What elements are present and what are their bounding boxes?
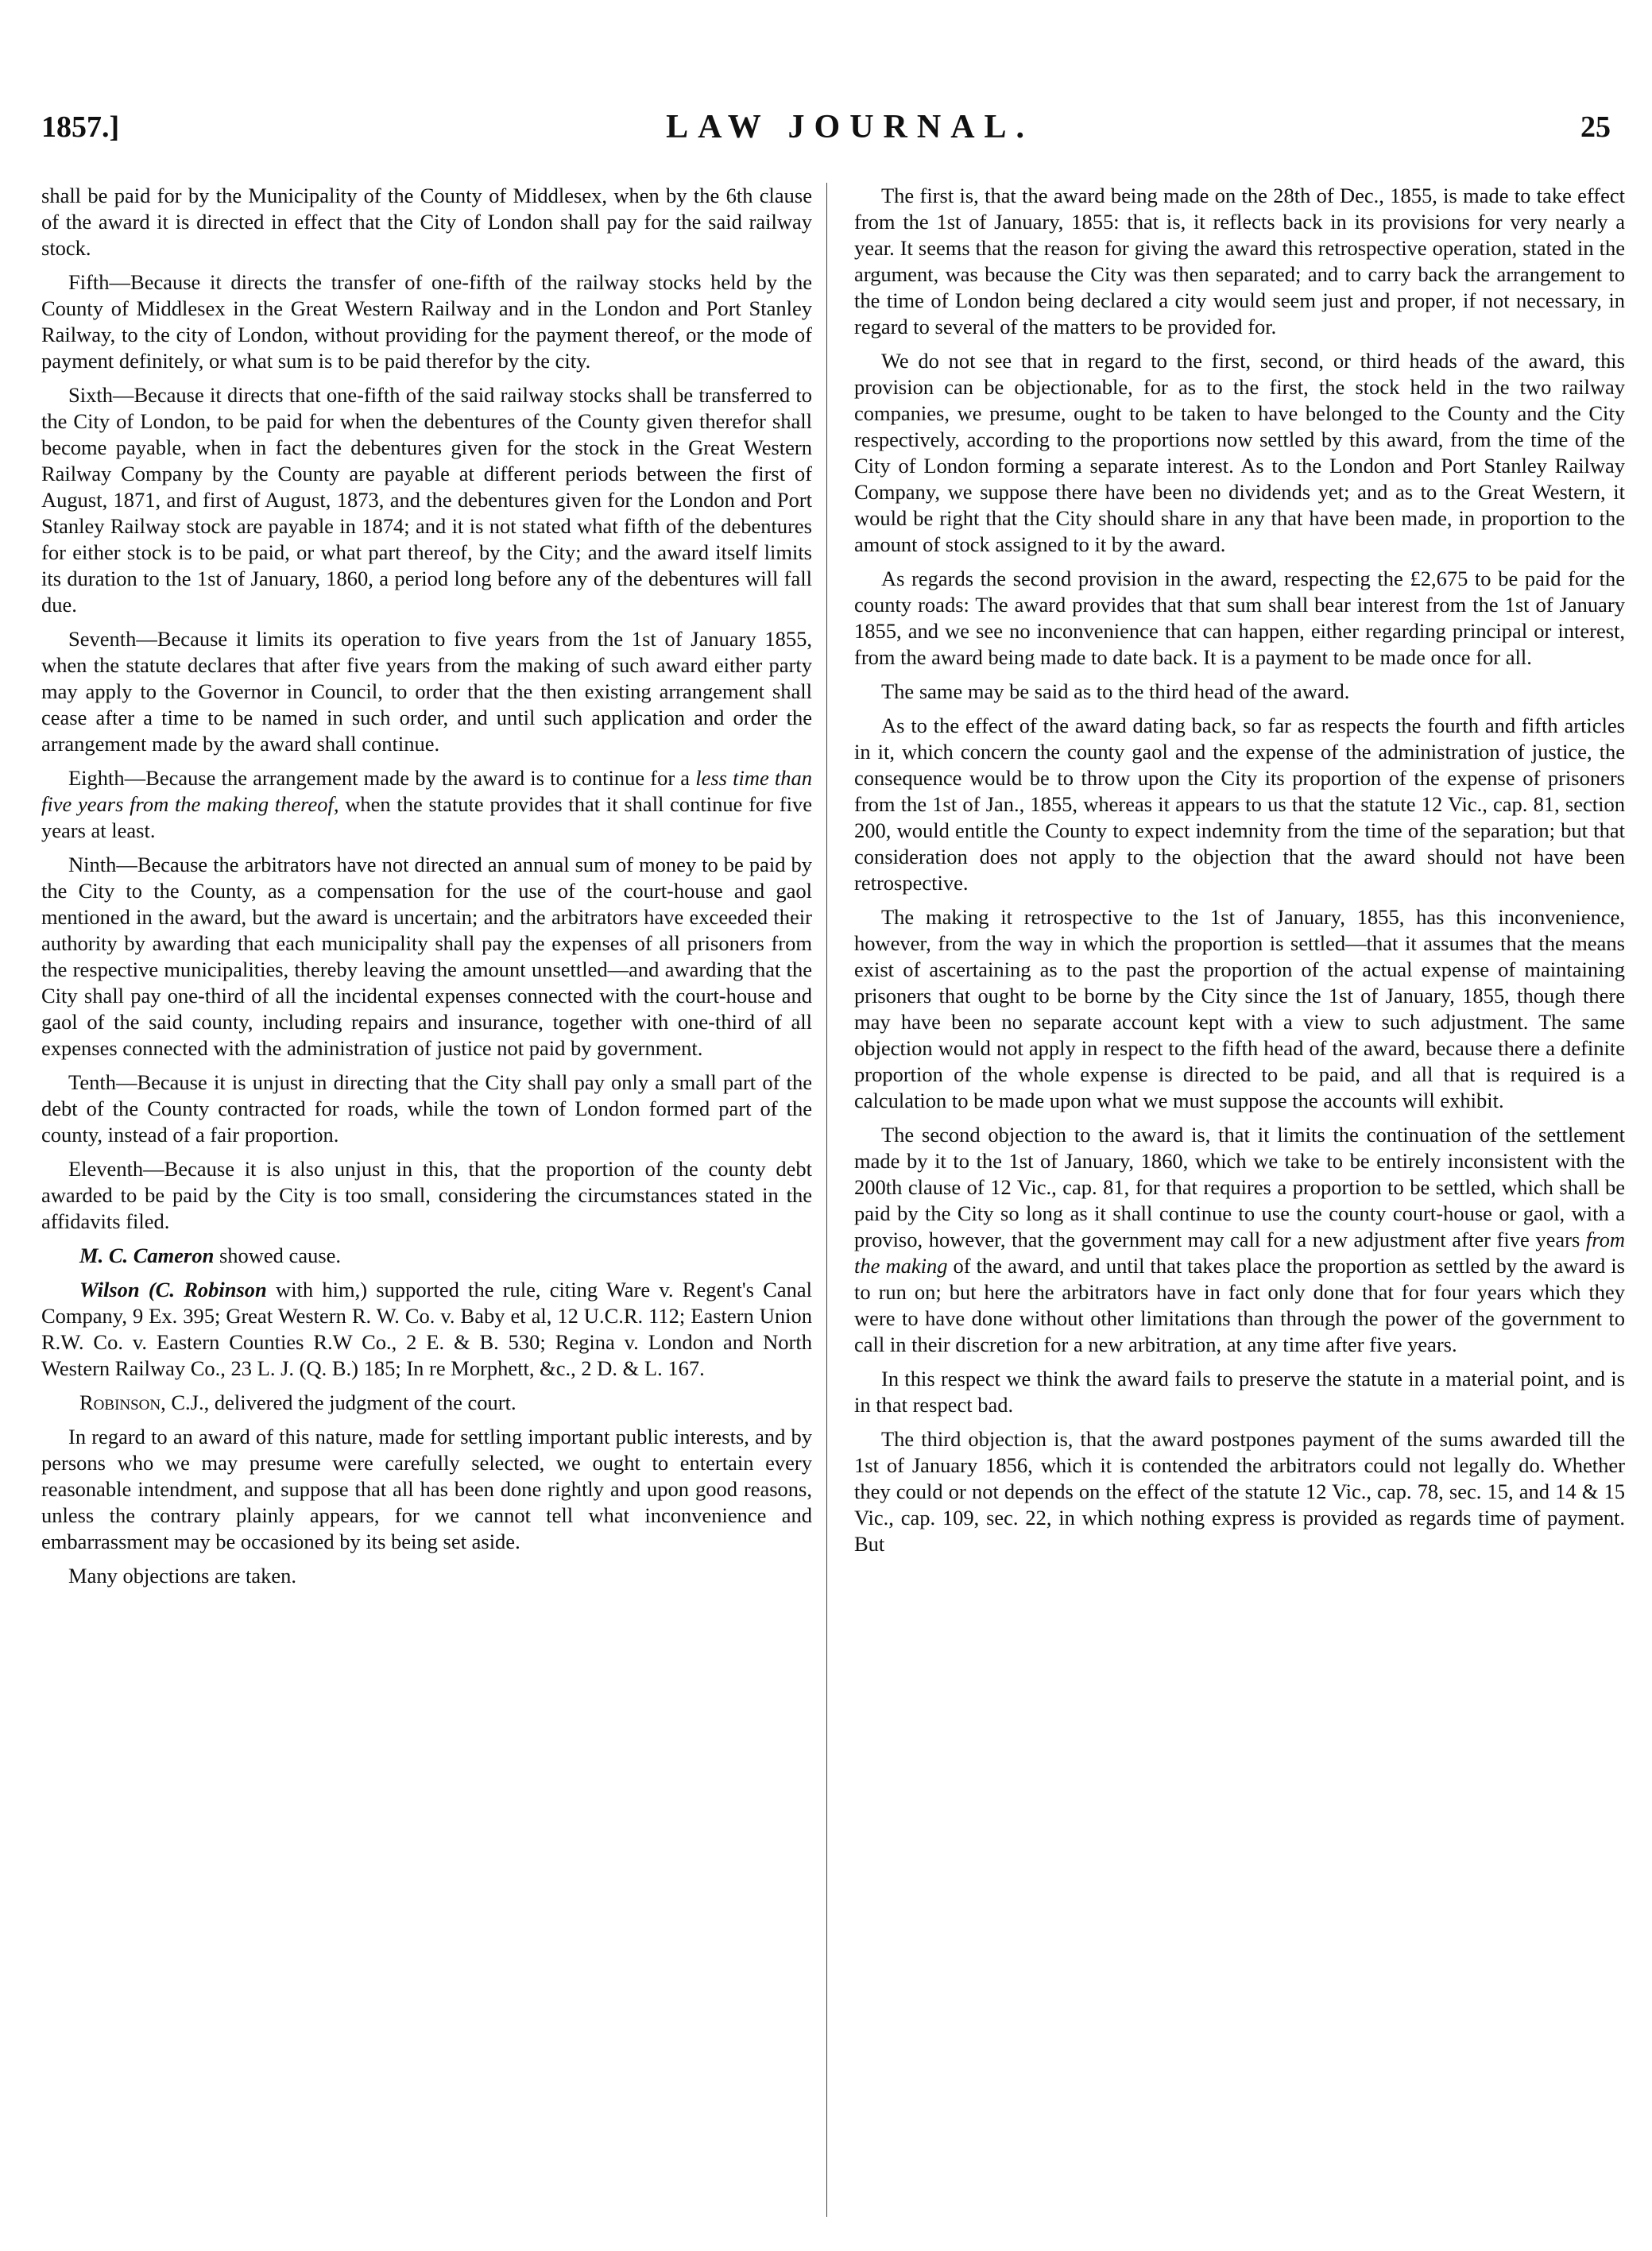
paragraph-third-objection: The third objection is, that the award postpones payment of the sums awarded till the 1st of January 1856, which it is contended the arbitrators could not legally do. Whether they could or not depends on the effect of the statute 12 Vic., cap. 78, sec. 15, and 14 & 15 Vic., cap. 109, sec. 22, in which nothing express is provided as regards time of payment. But <box>854 1427 1625 1556</box>
paragraph-many-objections: Many objections are taken. <box>68 1564 296 1588</box>
paragraph-same-may: The same may be said as to the third head of the award. <box>881 679 1350 703</box>
judge-name-robinson: Robinson, C.J., <box>79 1390 210 1414</box>
second-italic: from the making <box>854 1228 1625 1278</box>
paragraph-first-objection: The first is, that the award being made on the 28th of Dec., 1855, is made to take effect from the 1st of January, 1855: that is, it reflects back in its provisions for very nearly a year. It seems that the reason for giving the award this retrospective operation, stated in the argument, was because the City was then separated; and to carry back the arrangement to the time of London being declared a city would seem just and proper, if not necessary, in regard to several of the matters to be provided for. <box>854 184 1625 338</box>
paragraph-as-regards: As regards the second provision in the award, respecting the £2,675 to be paid for the county roads: The award provides that that sum shall bear interest from the 1st of January 1855, and we see no inconvenience that can happen, either regarding principal or interest, from the award being made to date back. It is a payment to be made once for all. <box>854 567 1625 669</box>
counsel-name-wilson: Wilson (C. Robinson <box>79 1278 267 1301</box>
page-number: 25 <box>1580 110 1611 144</box>
eighth-text-a: Eighth—Because the arrangement made by the award is to continue for a <box>68 766 696 790</box>
paragraph-in-this-respect: In this respect we think the award fails to preserve the statute in a material point, and is in that respect bad. <box>854 1367 1625 1417</box>
paragraph-continued: shall be paid for by the Municipality of the County of Middlesex, when by the 6th clause of the award it is directed in effect that the City of London shall pay for the said railway stock. <box>41 184 812 260</box>
wilson-text: with him,) supported the rule, citing Ware v. Regent's Canal Company, 9 Ex. 395; Great Western R. W. Co. v. Baby et al, 12 U.C.R. 112; Eastern Union R.W. Co. v. Eastern Counties R.W Co., 2 E. & B. 530; Regina v. London and North Western Railway Co., 23 L. J. (Q. B.) 185; In re Morphett, &c., 2 D. & L. 167. <box>41 1278 812 1380</box>
robinson-text: delivered the judgment of the court. <box>209 1390 516 1414</box>
counsel-name-cameron: M. C. Cameron <box>79 1243 215 1267</box>
paragraph-we-do-not: We do not see that in regard to the first, second, or third heads of the award, this provision can be objectionable, for as to the first, the stock held in the two railway companies, we presume, ought to be taken to have belonged to the County and the City respectively, according to the proportions now settled by this award, from the time of the City of London forming a separate interest. As to the London and Port Stanley Railway Company, we suppose there have been no dividends yet; and as to the Great Western, it would be right that the City should share in any that have been made, in proportion to the amount of stock assigned to it by the award. <box>854 349 1625 556</box>
paragraph-ninth: Ninth—Because the arbitrators have not directed an annual sum of money to be paid by the City to the County, as a compensation for the use of the court-house and gaol mentioned in the award, but the award is uncertain; and the arbitrators have exceeded their authority by awarding that each municipality shall pay the expenses of all prisoners from the respective municipalities, thereby leaving the amount unsettled—and awarding that the City shall pay one-third of all the incidental expenses connected with the court-house and gaol of the said county, including repairs and insurance, together with one-third of all expenses connected with the administration of justice not paid by government. <box>41 853 812 1060</box>
paragraph-eleventh: Eleventh—Because it is also unjust in this, that the proportion of the county debt awarded to be paid by the City is too small, considering the circumstances stated in the affidavits filed. <box>41 1157 812 1233</box>
second-text-a: The second objection to the award is, that it limits the continuation of the settlement made by it to the 1st of January, 1860, which we take to be entirely inconsistent with the 200th clause of 12 Vic., cap. 81, for that requires a proportion to be settled, which shall be paid by the City so long as it shall continue to use the county court-house or gaol, with a proviso, however, that the government may call for a new adjustment after five years <box>854 1123 1625 1251</box>
paragraph-in-regard: In regard to an award of this nature, made for settling important public interests, and by persons who we may presume were carefully selected, we ought to entertain every reasonable intendment, and suppose that all has been done rightly and upon good reasons, unless the contrary plainly appears, for we cannot tell what inconvenience and embarrassment may be occasioned by its being set aside. <box>41 1425 812 1553</box>
paragraph-sixth: Sixth—Because it directs that one-fifth of the said railway stocks shall be transferred to the City of London, to be paid for when the debentures of the County given therefor shall become payable, when in fact the debentures given for the stock in the Great Western Railway Company by the County are payable at different periods between the first of August, 1871, and first of August, 1873, and the debentures given for the London and Port Stanley Railway stock are payable in 1874; and it is not stated what fifth of the debentures for either stock is to be paid, or what part thereof, by the City; and the award itself limits its duration to the 1st of January, 1860, a period long before any of the debentures will fall due. <box>41 383 812 617</box>
paragraph-robinson <box>41 1390 812 1416</box>
column-divider <box>826 183 827 2217</box>
right-column <box>854 183 1625 1565</box>
paragraph-wilson <box>41 1277 812 1382</box>
cameron-text: showed cause. <box>214 1243 342 1267</box>
eighth-italic: less time than five years from the making thereof, <box>41 766 812 816</box>
paragraph-tenth: Tenth—Because it is unjust in directing that the City shall pay only a small part of the debt of the County contracted for roads, while the town of London formed part of the county, instead of a fair proportion. <box>41 1070 812 1147</box>
header-year: 1857.] <box>41 110 120 144</box>
running-head <box>41 103 1611 151</box>
paragraph-effect: As to the effect of the award dating back, so far as respects the fourth and fifth articles in it, which concern the county gaol and the expense of the administration of justice, the consequence would be to throw upon the City its proportion of the expense of prisoners from the 1st of Jan., 1855, whereas it appears to us that the statute 12 Vic., cap. 81, section 200, would entitle the County to expect indemnity from the time of the separation; but that consideration does not apply to the objection that the award should not have been retrospective. <box>854 714 1625 895</box>
header-title: LAW JOURNAL. <box>666 109 1035 145</box>
paragraph-fifth: Fifth—Because it directs the transfer of one-fifth of the railway stocks held by the County of Middlesex in the Great Western Railway and in the London and Port Stanley Railway, to the city of London, without providing for the payment thereof, or the mode of payment definitely, or what sum is to be paid therefor by the city. <box>41 270 812 373</box>
paragraph-cameron <box>41 1243 812 1269</box>
eighth-text-b: when the statute provides that it shall continue for five years at least. <box>41 792 812 842</box>
paragraph-second-objection <box>854 1122 1625 1358</box>
paragraph-making-retrospective: The making it retrospective to the 1st of January, 1855, has this inconvenience, however, from the way in which the proportion is settled—that it assumes that the means exist of ascertaining as to the past the proportion of the actual expense of maintaining prisoners that ought to be borne by the City since the 1st of January, 1855, though there may have been no separate account kept with a view to such adjustment. The same objection would not apply in respect to the fifth head of the award, because there a definite proportion of the whole expense is directed to be paid, and all that is required is a calculation to be made upon what we must suppose the accounts will exhibit. <box>854 905 1625 1112</box>
second-text-b: of the award, and until that takes place the proportion as settled by the award is to run on; but here the arbitrators have in fact only done that for four years which they were to have done without other limitations than through the power of the government to call in their discretion for a new arbitration, at any time after five years. <box>854 1254 1625 1356</box>
paragraph-eighth <box>41 765 812 844</box>
left-column <box>41 183 812 1597</box>
paragraph-seventh: Seventh—Because it limits its operation to five years from the 1st of January 1855, when the statute declares that after five years from the making of such award either party may apply to the Governor in Council, to order that the then existing arrangement shall cease after a time to be named in such order, and until such application and order the arrangement made by the award shall continue. <box>41 627 812 756</box>
